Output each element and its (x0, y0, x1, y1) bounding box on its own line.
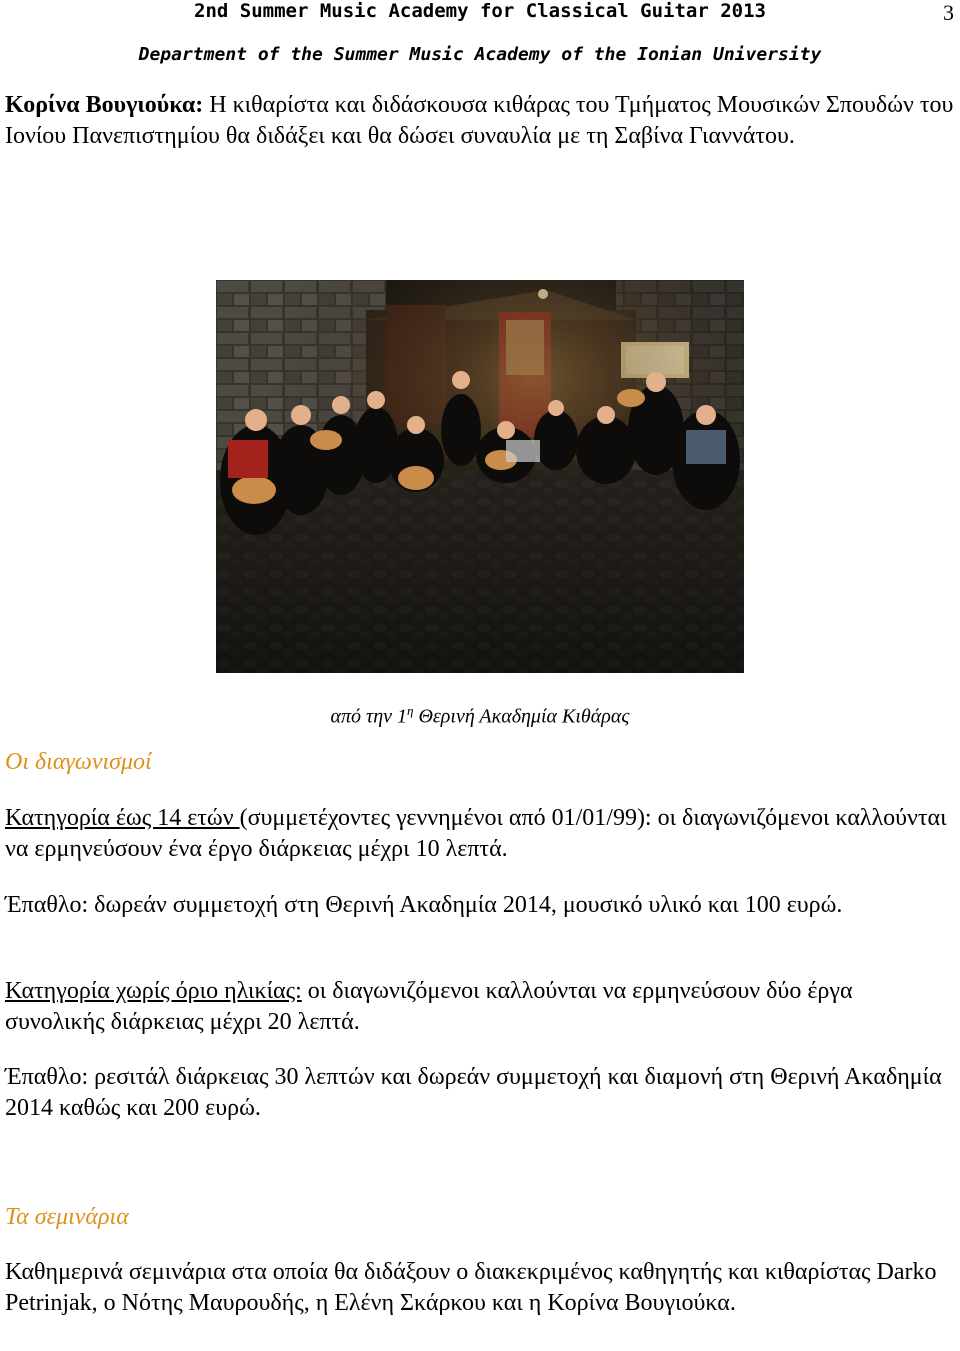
running-header-subtitle: Department of the Summer Music Academy of the Ionian University (138, 44, 822, 65)
category-1-label: Κατηγορία έως 14 ετών (5, 805, 240, 831)
intro-text: Η κιθαρίστα και διδάσκουσα κιθάρας του Τμήματος Μουσικών Σπουδών του Ιονίου Πανεπιστημίου θα διδάξει και θα δώσει συναυλία με τη Σαβίνα Γιαννάτου. (5, 92, 954, 149)
prize-1-paragraph: Έπαθλο: δωρεάν συμμετοχή στη Θερινή Ακαδημία 2014, μουσικό υλικό και 100 ευρώ. (5, 892, 843, 918)
seminars-heading: Τα σεμινάρια (5, 1204, 129, 1230)
caption-suffix: Θερινή Ακαδημία Κιθάρας (413, 705, 630, 728)
category-2-text: οι διαγωνιζόμενοι καλλούνται να ερμηνεύσουν δύο έργα συνολικής διάρκειας μέχρι 20 λεπτά. (5, 978, 853, 1035)
photo-caption (0, 698, 960, 730)
category-1-paragraph (5, 803, 955, 865)
category-1-text: (συμμετέχοντες γεννημένοι από 01/01/99): οι διαγωνιζόμενοι καλλούνται να ερμηνεύσουν ένα έργο διάρκειας μέχρι 10 λεπτά. (5, 805, 947, 862)
category-2-paragraph (5, 976, 955, 1038)
caption-superscript: η (407, 703, 414, 718)
intro-name: Κορίνα Βουγιούκα: (5, 92, 204, 118)
intro-paragraph (5, 90, 955, 152)
page-number: 3 (943, 0, 954, 25)
caption-prefix: από την 1 (330, 705, 408, 728)
competitions-heading: Οι διαγωνισμοί (5, 749, 152, 775)
academy-photo (216, 280, 744, 673)
prize-2-paragraph: Έπαθλο: ρεσιτάλ διάρκειας 30 λεπτών και δωρεάν συμμετοχή και διαμονή στη Θερινή Ακαδημία 2014 καθώς και 200 ευρώ. (5, 1064, 942, 1121)
category-2-label: Κατηγορία χωρίς όριο ηλικίας: (5, 978, 302, 1004)
seminars-paragraph: Καθημερινά σεμινάρια στα οποία θα διδάξουν ο διακεκριμένος καθηγητής και κιθαρίστας Darko Petrinjak, ο Νότης Μαυρουδής, η Ελένη Σκάρκου και η Κορίνα Βουγιούκα. (5, 1259, 937, 1316)
running-header-title: 2nd Summer Music Academy for Classical Guitar 2013 (194, 0, 766, 22)
